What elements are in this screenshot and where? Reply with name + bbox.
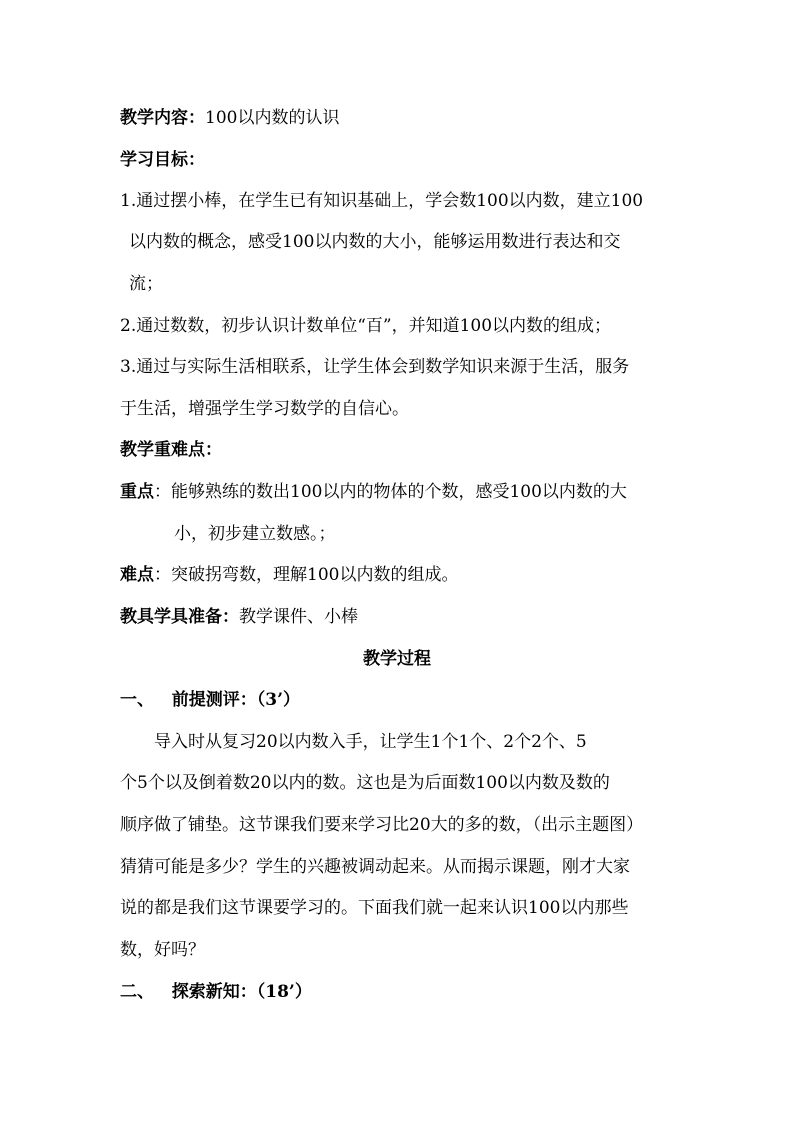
section-1-para-line-1: 导入时从复习20以内数入手，让学生1个1个、2个2个、5	[154, 732, 587, 752]
key-point-line-2: 小，初步建立数感。；	[174, 524, 336, 544]
objective-3-line-2: 于生活，增强学生学习数学的自信心。	[120, 399, 409, 419]
difficulty-line	[120, 563, 458, 587]
difficulty-text: ：突破拐弯数，理解100以内数的组成。	[154, 565, 459, 585]
difficulty-label: 难点	[120, 565, 154, 585]
section-1-para-line-3: 顺序做了铺垫。这节课我们要来学习比20大的多的数，（出示主题图）	[120, 815, 644, 835]
section-1-para-line-6: 数，好吗？	[120, 940, 205, 960]
process-title: 教学过程	[363, 649, 431, 669]
key-points-heading: 教学重难点：	[120, 440, 222, 460]
section-1-para-line-5: 说的都是我们这节课要学习的。下面我们就一起来认识100以内那些	[120, 898, 629, 918]
teaching-content-line	[120, 106, 339, 130]
section-1-heading: 一、 前提测评：（3’）	[120, 690, 301, 710]
materials-value: 教学课件、小棒	[239, 607, 358, 627]
objective-1-line-2: 以内数的概念，感受100以内数的大小，能够运用数进行表达和交	[129, 232, 621, 252]
teaching-content-value: 100以内数的认识	[205, 108, 340, 128]
section-1-para-line-4: 猜猜可能是多少？学生的兴趣被调动起来。从而揭示课题，刚才大家	[120, 857, 630, 877]
objective-2: 2.通过数数，初步认识计数单位“百”，并知道100以内数的组成；	[120, 316, 612, 336]
objective-3-line-1: 3.通过与实际生活相联系，让学生体会到数学知识来源于生活，服务	[120, 357, 630, 377]
section-1-para-line-2: 个5个以及倒着数20以内的数。这也是为后面数100以内数及数的	[120, 773, 610, 793]
teaching-content-label: 教学内容：	[120, 108, 205, 128]
section-2-heading: 二、 探索新知：（18’）	[120, 982, 312, 1002]
key-point-line-1	[120, 480, 627, 504]
materials-line	[120, 605, 358, 629]
objective-1-line-3: 流；	[129, 274, 163, 294]
objective-1-line-1: 1.通过摆小棒，在学生已有知识基础上，学会数100以内数，建立100	[120, 191, 644, 211]
key-point-text: ：能够熟练的数出100以内的物体的个数，感受100以内数的大	[154, 482, 627, 502]
key-point-label: 重点	[120, 482, 154, 502]
objectives-heading: 学习目标：	[120, 150, 205, 170]
materials-label: 教具学具准备：	[120, 607, 239, 627]
